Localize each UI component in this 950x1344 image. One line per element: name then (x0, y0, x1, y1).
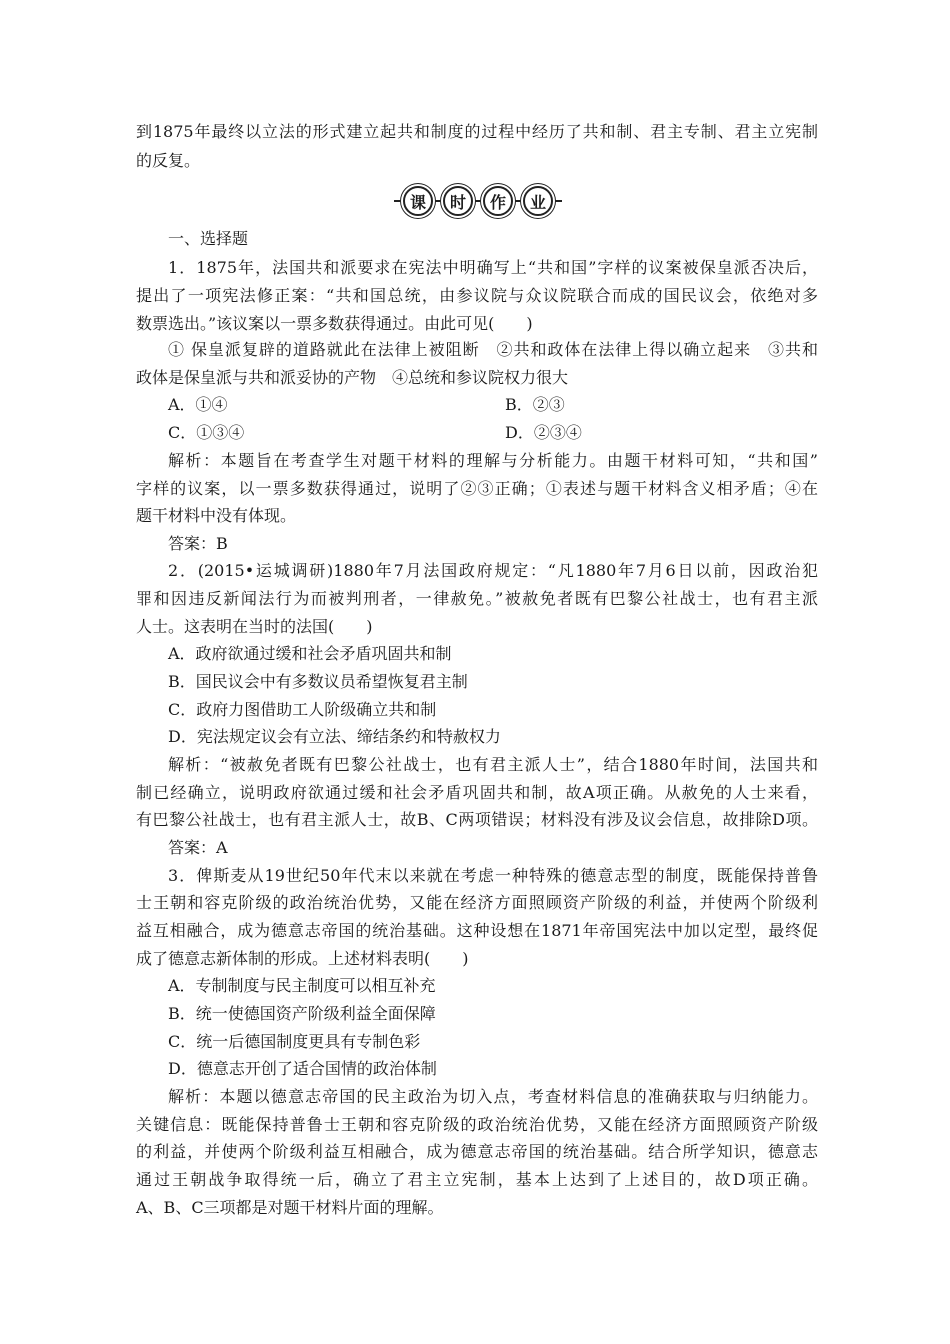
option-c: C．统一后德国制度更具有专制色彩 (168, 1032, 421, 1051)
explanation: 有巴黎公社战士，也有君主派人士，故B、C两项错误；材料没有涉及议会信息，故排除D项。 (136, 810, 818, 829)
explanation: A、B、C三项都是对题干材料片面的理解。 (136, 1198, 444, 1217)
banner-char: 作 (483, 186, 513, 216)
option-a: A．政府欲通过缓和社会矛盾巩固共和制 (168, 644, 452, 663)
question-stem: 提出了一项宪法修正案：“共和国总统，由参议院与众议院联合而成的国民议会，依绝对多 (136, 286, 818, 305)
question-stem: 士王朝和容克阶级的政治统治优势，又能在经济方面照顾资产阶级的利益，并使两个阶级利 (136, 893, 818, 912)
option-b: B．统一使德国资产阶级利益全面保障 (168, 1004, 436, 1023)
banner-char: 时 (443, 186, 473, 216)
option-b: B．国民议会中有多数议员希望恢复君主制 (168, 672, 468, 691)
option-c: C．①③④ (168, 423, 245, 442)
answer: 答案：B (168, 534, 228, 553)
explanation: 通过王朝战争取得统一后，确立了君主立宪制，基本上达到了上述目的，故D项正确。 (136, 1170, 818, 1189)
banner-char: 业 (523, 186, 553, 216)
option-d: D．宪法规定议会有立法、缔结条约和特赦权力 (168, 727, 501, 746)
section-heading: 一、选择题 (168, 229, 249, 248)
explanation: 字样的议案，以一票多数获得通过，说明了②③正确；①表述与题干材料含义相矛盾；④在 (136, 479, 818, 498)
section-banner (394, 186, 562, 216)
question-stem: 数票选出。”该议案以一票多数获得通过。由此可见( ) (136, 314, 533, 333)
explanation: 关键信息：既能保持普鲁士王朝和容克阶级的政治统治优势，又能在经济方面照顾资产阶级 (136, 1115, 818, 1134)
option-a: A．专制制度与民主制度可以相互补充 (168, 976, 436, 995)
question-items: ① 保皇派复辟的道路就此在法律上被阻断 ②共和政体在法律上得以确立起来 ③共和 (168, 340, 818, 359)
explanation: 解析：本题以德意志帝国的民主政治为切入点，考查材料信息的准确获取与归纳能力。 (168, 1087, 818, 1106)
explanation: 的利益，并使两个阶级利益互相融合，成为德意志帝国的统治基础。结合所学知识，德意志 (136, 1142, 818, 1161)
question-stem: 成了德意志新体制的形成。上述材料表明( ) (136, 949, 469, 968)
option-b: B．②③ (505, 395, 565, 414)
explanation: 制已经确立，说明政府欲通过缓和社会矛盾巩固共和制，故A项正确。从赦免的人士来看， (136, 783, 818, 802)
question-stem: 1．1875年，法国共和派要求在宪法中明确写上“共和国”字样的议案被保皇派否决后， (168, 258, 818, 277)
question-stem: 2．(2015•运城调研)1880年7月法国政府规定：“凡1880年7月6日以前，因政治犯 (168, 561, 818, 580)
explanation: 解析：本题旨在考查学生对题干材料的理解与分析能力。由题干材料可知，“共和国” (168, 451, 818, 470)
question-stem: 益互相融合，成为德意志帝国的统治基础。这种设想在1871年帝国宪法中加以定型，最终促 (136, 921, 818, 940)
option-c: C．政府力图借助工人阶级确立共和制 (168, 700, 437, 719)
question-stem: 人士。这表明在当时的法国( ) (136, 617, 373, 636)
banner-char: 课 (403, 186, 433, 216)
option-a: A．①④ (168, 395, 228, 414)
explanation: 题干材料中没有体现。 (136, 506, 297, 525)
question-stem: 罪和因违反新闻法行为而被判刑者，一律赦免。”被赦免者既有巴黎公社战士，也有君主派 (136, 589, 818, 608)
answer: 答案：A (168, 838, 228, 857)
question-stem: 3．俾斯麦从19世纪50年代末以来就在考虑一种特殊的德意志型的制度，既能保持普鲁 (168, 866, 818, 885)
intro-line: 到1875年最终以立法的形式建立起共和制度的过程中经历了共和制、君主专制、君主立宪制 (136, 122, 818, 141)
option-d: D．②③④ (505, 423, 582, 442)
explanation: 解析：“被赦免者既有巴黎公社战士，也有君主派人士”，结合1880年时间，法国共和 (168, 755, 818, 774)
question-items: 政体是保皇派与共和派妥协的产物 ④总统和参议院权力很大 (136, 368, 569, 387)
option-d: D．德意志开创了适合国情的政治体制 (168, 1059, 437, 1078)
intro-line: 的反复。 (136, 151, 201, 170)
